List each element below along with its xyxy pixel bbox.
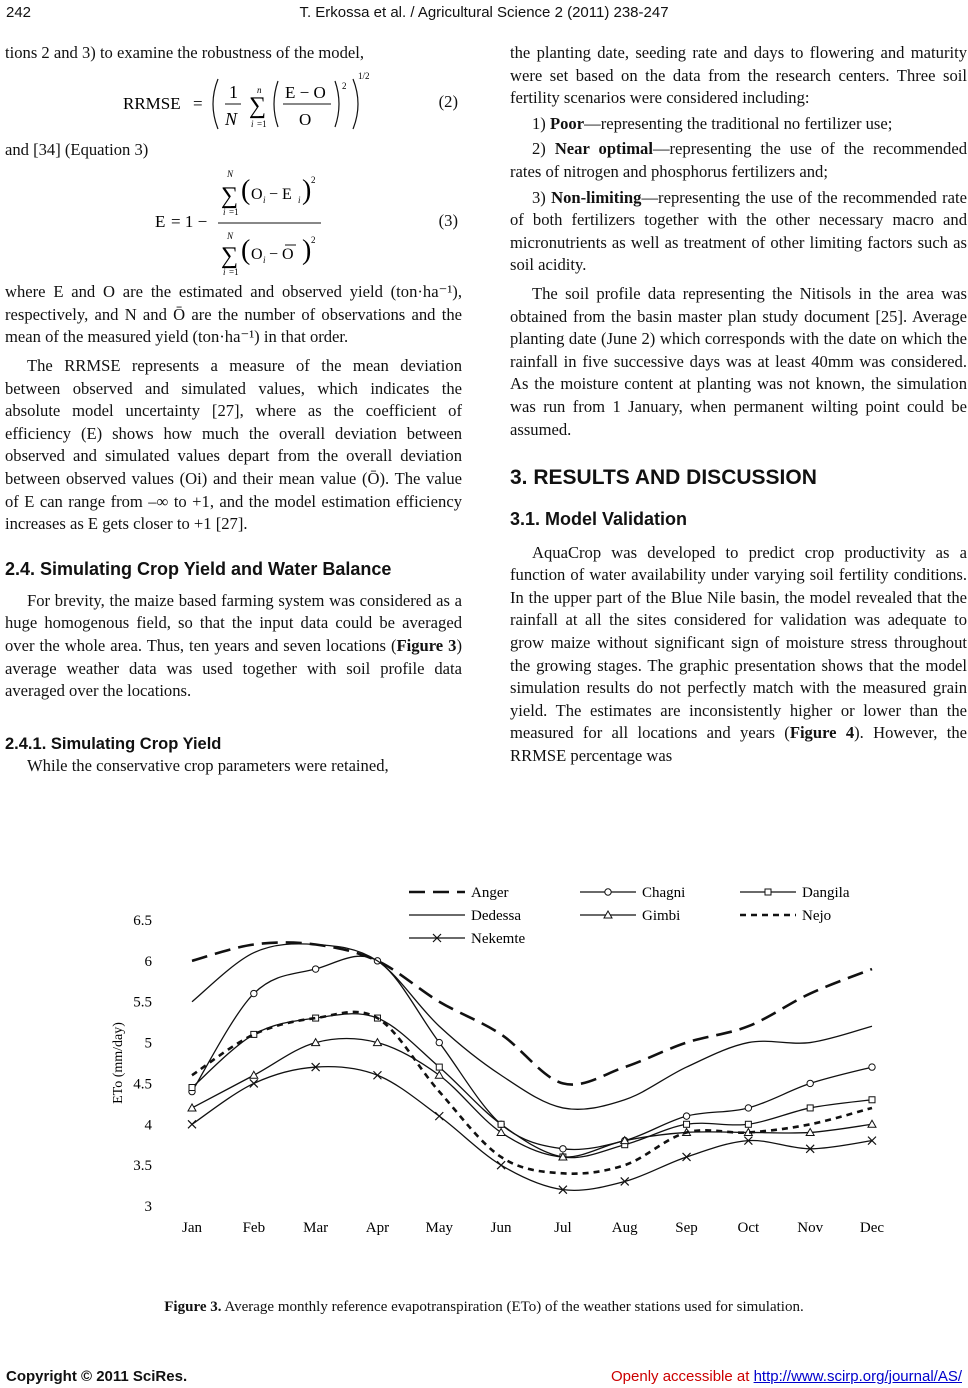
data-point-nekemte — [188, 1120, 196, 1128]
x-tick-label: Oct — [737, 1220, 760, 1236]
page-number: 242 — [6, 4, 32, 21]
data-point-dangila — [869, 1097, 875, 1103]
equation-number: (2) — [438, 91, 458, 111]
svg-text:∑: ∑ — [221, 183, 239, 210]
x-tick-label: May — [425, 1220, 454, 1236]
data-point-gimbi — [868, 1120, 876, 1127]
data-point-chagni — [251, 990, 257, 996]
svg-text:N: N — [227, 169, 234, 180]
svg-text:i: i — [251, 118, 254, 129]
data-point-chagni — [745, 1105, 751, 1111]
x-tick-label: Mar — [303, 1220, 329, 1236]
eq2-lhs: RRMSE — [123, 93, 181, 113]
y-tick-label: 4.5 — [133, 1076, 152, 1093]
svg-text:=1: =1 — [229, 207, 239, 218]
y-tick-label: 4 — [144, 1117, 152, 1134]
legend-marker — [765, 889, 771, 895]
x-tick-label: Apr — [365, 1220, 390, 1236]
data-point-dangila — [807, 1105, 813, 1111]
subsection-heading: 2.4.1. Simulating Crop Yield — [5, 734, 222, 753]
legend-label: Anger — [471, 885, 509, 901]
svg-text:1/2: 1/2 — [358, 70, 370, 81]
caption-label: Figure 3. — [164, 1299, 222, 1315]
series-line-dedessa — [192, 944, 872, 1109]
eq3-lhs: E — [155, 212, 166, 232]
svg-text:): ) — [302, 175, 312, 207]
svg-text:O: O — [299, 109, 312, 129]
paragraph — [5, 590, 462, 703]
figure-ref: Figure 3 — [396, 635, 457, 655]
svg-text:N: N — [227, 231, 234, 242]
data-point-gimbi — [188, 1104, 196, 1111]
left-column — [5, 42, 462, 778]
data-point-nekemte — [435, 1112, 443, 1120]
legend-label: Nekemte — [471, 931, 526, 947]
equation-2 — [5, 67, 462, 137]
svg-text:i: i — [263, 255, 266, 266]
svg-text:∑: ∑ — [249, 92, 267, 119]
data-point-dangila — [498, 1121, 504, 1127]
data-point-gimbi — [497, 1128, 505, 1135]
svg-text:O: O — [251, 246, 263, 264]
text: ) average weather data was used together with soil profile data averaged over the locations. — [5, 635, 462, 701]
x-tick-label: Jun — [490, 1220, 512, 1236]
svg-text:i: i — [223, 207, 226, 218]
svg-text:i: i — [223, 267, 226, 278]
data-point-chagni — [436, 1039, 442, 1045]
svg-text:2: 2 — [311, 235, 316, 246]
series-line-nekemte — [192, 1067, 872, 1191]
figure-ref: Figure 4 — [789, 723, 855, 743]
section-heading: 3. RESULTS AND DISCUSSION — [510, 466, 817, 490]
series-line-anger — [192, 942, 872, 1084]
paragraph: the planting date, seeding rate and days to flowering and maturity were set based on the data from the research centers. Three soil fertility scenarios were considered including: — [510, 43, 967, 108]
data-point-gimbi — [435, 1071, 443, 1078]
svg-text:− E: − E — [269, 186, 292, 204]
x-tick-label: Dec — [859, 1220, 885, 1236]
svg-text:N: N — [225, 108, 238, 129]
legend-label: Dedessa — [471, 908, 521, 924]
x-tick-label: Aug — [611, 1220, 638, 1236]
data-point-chagni — [807, 1080, 813, 1086]
equation-number: (3) — [438, 211, 458, 231]
data-point-dangila — [684, 1121, 690, 1127]
legend-label: Gimbi — [642, 908, 681, 924]
paragraph — [510, 542, 967, 768]
svg-text:2: 2 — [311, 175, 316, 186]
y-tick-label: 6.5 — [133, 913, 152, 929]
legend-label: Dangila — [802, 885, 850, 901]
series-line-dangila — [192, 1014, 872, 1158]
x-tick-label: Feb — [242, 1220, 266, 1236]
svg-text:O: O — [251, 186, 263, 204]
svg-text:=: = — [193, 93, 203, 113]
text: For brevity, the maize based farming system was considered as a huge homogenous field, so that the input data could be averaged over the whole area. Thus, ten years and seven locations ( — [5, 590, 462, 655]
running-header: T. Erkossa et al. / Agricultural Science 2 (2011) 238-247 — [299, 4, 669, 21]
equation-3 — [5, 163, 462, 279]
figure-3 — [112, 876, 894, 1244]
x-tick-label: Nov — [797, 1220, 824, 1236]
svg-text:=1: =1 — [257, 118, 267, 129]
eto-line-chart — [112, 876, 894, 1244]
paragraph: The RRMSE represents a measure of the mean deviation between observed and simulated values, which indicates the absolute model uncertainty [27], where as the coefficient of efficiency (E) shows how much the overall deviation between observed and simulated values depart from the overall deviation between observed values (Oi) and their mean value (Ō). The value of E can range from –∞ to +1, and the model estimation efficiency increases as E gets closer to +1 [27]. — [5, 355, 462, 534]
x-tick-label: Jul — [554, 1220, 572, 1236]
subsection-heading: 3.1. Model Validation — [510, 508, 688, 529]
svg-text:(: ( — [241, 235, 251, 267]
svg-text:∑: ∑ — [221, 243, 239, 270]
svg-text:): ) — [302, 235, 312, 267]
legend-label: Chagni — [642, 885, 686, 901]
svg-text:2: 2 — [342, 80, 347, 91]
y-tick-label: 5 — [144, 1035, 152, 1052]
svg-text:= 1 −: = 1 − — [171, 212, 208, 232]
data-point-nekemte — [250, 1079, 258, 1087]
data-point-nekemte — [683, 1153, 691, 1161]
right-column — [510, 42, 967, 768]
data-point-dangila — [189, 1085, 195, 1091]
data-point-nekemte — [373, 1071, 381, 1079]
data-point-chagni — [560, 1146, 566, 1152]
series-line-gimbi — [192, 1038, 872, 1157]
x-tick-label: Jan — [182, 1220, 202, 1236]
x-tick-label: Sep — [675, 1220, 698, 1236]
y-tick-label: 3.5 — [133, 1158, 152, 1175]
page-header — [0, 4, 968, 26]
series-line-chagni — [192, 956, 872, 1149]
journal-link[interactable]: http://www.scirp.org/journal/AS/ — [753, 1368, 962, 1385]
y-tick-label: 3 — [144, 1199, 152, 1215]
svg-text:i: i — [263, 195, 266, 206]
caption-text: Average monthly reference evapotranspiration (ETo) of the weather stations used for simulation. — [221, 1299, 804, 1315]
svg-text:=1: =1 — [229, 267, 239, 278]
data-point-dangila — [745, 1121, 751, 1127]
svg-text:(: ( — [241, 175, 251, 207]
data-point-chagni — [869, 1064, 875, 1070]
heading-text: 2.4. Simulating Crop Yield and Water Balance — [5, 558, 392, 579]
y-tick-label: 6 — [144, 953, 152, 970]
text: AquaCrop was developed to predict crop productivity as a function of water availability under varying soil fertility conditions. In the upper part of the Blue Nile basin, the model revealed that the rainfall at all the sites considered for validation was adequate to grow maize without significant sign of moisture stress throughout the growing stages. The graphic presentation shows that the model simulation results do not perfectly match with the measured grain yield. The estimates are inconsistently higher or lower than the measured for all locations and years ( — [510, 542, 967, 743]
data-point-chagni — [683, 1113, 689, 1119]
paragraph: tions 2 and 3) to examine the robustness of the model, — [5, 43, 365, 62]
data-point-nekemte — [621, 1177, 629, 1185]
paragraph: where E and O are the estimated and observed yield (ton·ha⁻¹), respectively, and N and Ō are the number of observations and the mean of the measured yield (ton·ha⁻¹) in that order. — [5, 282, 462, 347]
efficiency-formula — [5, 163, 462, 279]
svg-text:− O: − O — [269, 246, 294, 264]
list-item: 1) Poor—representing the traditional no fertilizer use; — [532, 113, 893, 133]
svg-text:i: i — [298, 195, 301, 206]
text: ). However, the RRMSE percentage was — [510, 723, 967, 766]
list-item: 2) Near optimal—representing the use of the recommended rates of nitrogen and phosphorus fertilizers and; — [510, 139, 967, 181]
figure-caption — [0, 1299, 968, 1316]
paragraph: and [34] (Equation 3) — [5, 139, 149, 159]
copyright: Copyright © 2011 SciRes. — [6, 1368, 188, 1385]
data-point-chagni — [312, 966, 318, 972]
y-tick-label: 5.5 — [133, 994, 152, 1011]
data-point-gimbi — [250, 1071, 258, 1078]
paragraph: While the conservative crop parameters were retained, — [27, 756, 389, 776]
svg-text:E − O: E − O — [285, 82, 326, 102]
paragraph: The soil profile data representing the Nitisols in the area was obtained from the basin master plan study document [25]. Average planting date (June 2) which corresponds with the date on which the rainfall in five successive days was at least 40mm was considered. As the moisture content at planting was not known, the simulation was run from 1 January, when permanent wilting point could be assumed. — [510, 283, 967, 439]
data-point-nekemte — [497, 1161, 505, 1169]
legend-marker — [605, 889, 611, 895]
data-point-dangila — [436, 1064, 442, 1070]
legend-label: Nejo — [802, 908, 832, 924]
svg-text:n: n — [257, 84, 262, 95]
list-item: 3) Non-limiting—representing the use of the recommended rate of both fertilizers together with the other necessary macro and micronutrients as well as treatment of other limiting factors such as soil acidity. — [510, 187, 967, 275]
rrmse-formula — [5, 67, 462, 137]
svg-text:1: 1 — [229, 81, 238, 102]
open-access-note: Openly accessible at http://www.scirp.org/journal/AS/ — [611, 1368, 962, 1385]
section-heading — [5, 558, 462, 580]
y-axis-label: ETo (mm/day) — [112, 1022, 126, 1104]
